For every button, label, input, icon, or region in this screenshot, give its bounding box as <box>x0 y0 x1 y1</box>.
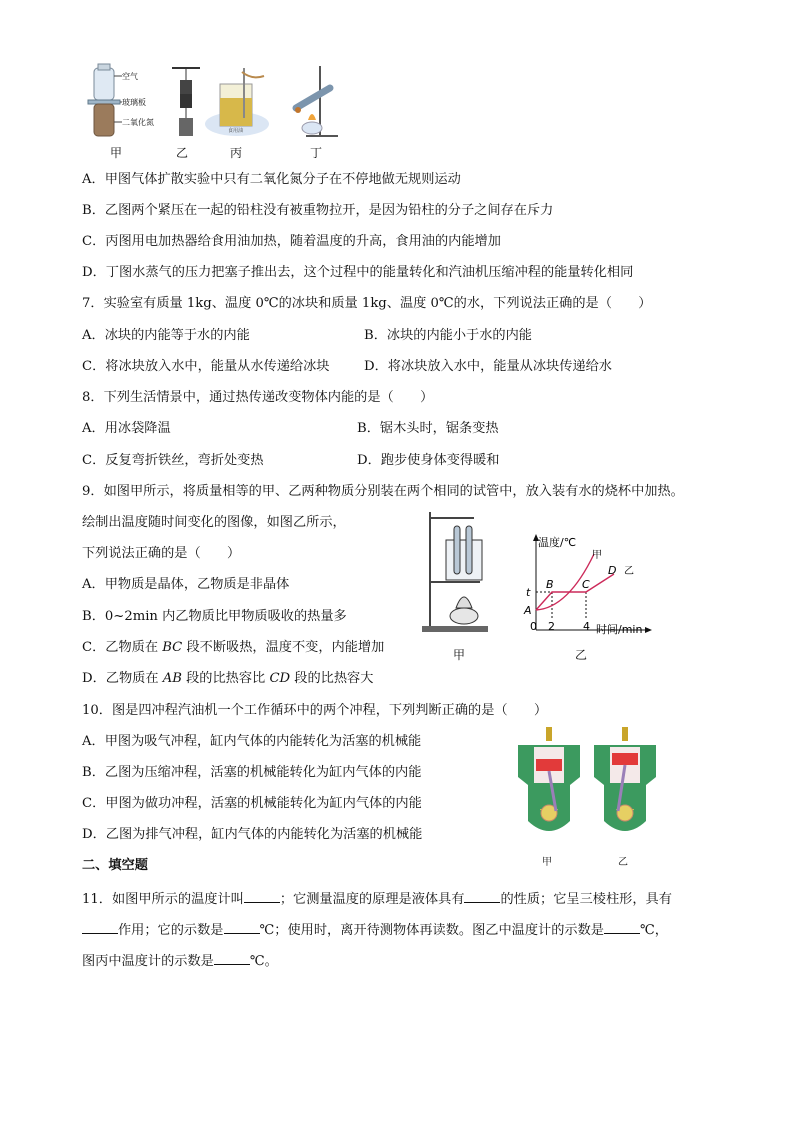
q6-option-d: D．丁图水蒸气的压力把塞子推出去，这个过程中的能量转化和汽油机压缩冲程的能量转化相同 <box>82 265 634 280</box>
q11-text-1: 11．如图甲所示的温度计叫 <box>82 892 244 907</box>
q6-figures <box>82 62 382 162</box>
graph-point-d: D <box>608 564 617 577</box>
q11-blank-1[interactable] <box>244 889 280 903</box>
q11-line-1 <box>82 889 672 909</box>
q8-option-a: A．用冰袋降温 <box>82 421 171 436</box>
graph-point-b: B <box>546 578 554 591</box>
beaker-heater-figure <box>202 62 272 142</box>
q9-d-segment-ab: AB <box>162 671 182 686</box>
q10-caption-jia: 甲 <box>542 857 552 868</box>
q9-c-pre: C．乙物质在 <box>82 640 163 655</box>
graph-tick-4: 4 <box>583 620 590 633</box>
q9-option-b: B．0~2min 内乙物质比甲物质吸收的热量多 <box>82 609 347 624</box>
q9-apparatus-figure <box>418 508 498 638</box>
graph-t-label: t <box>526 586 531 599</box>
q11-blank-6[interactable] <box>214 951 250 965</box>
graph-series-jia: 甲 <box>592 550 602 561</box>
engine-jia <box>518 727 580 831</box>
q10-caption-yi: 乙 <box>618 857 628 868</box>
graph-tick-2: 2 <box>548 620 555 633</box>
q8-option-b: B．锯木头时，锯条变热 <box>357 421 499 436</box>
q6-option-b: B．乙图两个紧压在一起的铅柱没有被重物拉开，是因为铅柱的分子之间存在斥力 <box>82 203 554 218</box>
q9-caption-yi: 乙 <box>575 648 588 662</box>
q9-d-post: 段的比热容大 <box>290 671 374 686</box>
q11-text-8: ℃。 <box>249 954 278 969</box>
q9-temperature-graph <box>516 530 686 640</box>
q9-option-d <box>82 670 373 688</box>
test-tube-lamp-figure <box>282 62 362 142</box>
q11-text-5: ℃；使用时，离开待测物体再读数。图乙中温度计的示数是 <box>259 923 604 938</box>
q11-blank-2[interactable] <box>464 889 500 903</box>
q9-d-segment-cd: CD <box>269 671 291 686</box>
fig6-caption-ding: 丁 <box>310 146 323 160</box>
q10-option-c: C．甲图为做功冲程，活塞的机械能转化为缸内气体的内能 <box>82 796 422 811</box>
label-no2: 二氧化氮 <box>122 118 154 127</box>
q10-option-b: B．乙图为压缩冲程，活塞的机械能转化为缸内气体的内能 <box>82 765 422 780</box>
q9-d-mid: 段的比热容比 <box>181 671 270 686</box>
q8-option-c: C．反复弯折铁丝，弯折处变热 <box>82 453 264 468</box>
q9-d-pre: D．乙物质在 <box>82 671 163 686</box>
q10-stem: 10．图是四冲程汽油机一个工作循环中的两个冲程，下列判断正确的是（ ） <box>82 703 548 718</box>
q11-line-3 <box>82 951 278 971</box>
q11-text-2: ；它测量温度的原理是液体具有 <box>279 892 465 907</box>
q8-option-d: D．跑步使身体变得暖和 <box>357 453 500 468</box>
fig6-caption-yi: 乙 <box>176 146 189 160</box>
graph-ylabel: 温度/℃ <box>538 536 577 549</box>
q6-option-c: C．丙图用电加热器给食用油加热，随着温度的升高，食用油的内能增加 <box>82 234 501 249</box>
q9-option-c <box>82 639 384 657</box>
q7-option-d: D．将冰块放入水中，能量从冰块传递给水 <box>364 359 612 374</box>
label-glass-plate: 玻璃板 <box>122 98 146 107</box>
q9-caption-jia: 甲 <box>453 648 466 662</box>
q11-text-4: 作用；它的示数是 <box>118 923 224 938</box>
q7-option-c: C．将冰块放入水中，能量从水传递给冰块 <box>82 359 330 374</box>
graph-xlabel: 时间/min <box>596 623 643 636</box>
q10-engine-figures <box>512 725 672 845</box>
fig6-caption-jia: 甲 <box>110 146 123 160</box>
q9-stem-1: 9．如图甲所示，将质量相等的甲、乙两种物质分别装在两个相同的试管中，放入装有水的烧杯中加热。 <box>82 484 684 499</box>
q11-text-6: ℃， <box>639 923 668 938</box>
q11-text-7: 图丙中温度计的示数是 <box>82 954 214 969</box>
q11-line-2 <box>82 920 668 940</box>
oil-label: 食用油 <box>228 128 244 134</box>
q11-blank-3[interactable] <box>82 920 118 934</box>
graph-tick-0: 0 <box>530 620 537 633</box>
label-air: 空气 <box>122 72 138 81</box>
engine-yi <box>594 727 656 831</box>
graph-series-yi: 乙 <box>624 566 634 577</box>
q10-option-a: A．甲图为吸气冲程，缸内气体的内能转化为活塞的机械能 <box>82 734 422 749</box>
q9-c-post: 段不断吸热，温度不变，内能增加 <box>182 640 385 655</box>
q7-option-a: A．冰块的内能等于水的内能 <box>82 328 250 343</box>
q6-option-a: A．甲图气体扩散实验中只有二氧化氮分子在不停地做无规则运动 <box>82 172 461 187</box>
q11-blank-4[interactable] <box>224 920 260 934</box>
q7-stem: 7．实验室有质量 1kg、温度 0℃的冰块和质量 1kg、温度 0℃的水，下列说法正确的是（ ） <box>82 296 652 311</box>
graph-point-a: A <box>524 604 532 617</box>
q11-blank-5[interactable] <box>604 920 640 934</box>
fig6-caption-bing: 丙 <box>230 146 243 160</box>
q7-option-b: B．冰块的内能小于水的内能 <box>364 328 532 343</box>
q9-stem-2: 绘制出温度随时间变化的图像，如图乙所示， <box>82 515 346 530</box>
q9-c-segment: BC <box>162 640 183 655</box>
q9-stem-3: 下列说法正确的是（ ） <box>82 546 241 561</box>
q10-option-d: D．乙图为排气冲程，缸内气体的内能转化为活塞的机械能 <box>82 827 423 842</box>
q9-option-a: A．甲物质是晶体，乙物质是非晶体 <box>82 577 290 592</box>
q11-text-3: 的性质；它呈三棱柱形，具有 <box>500 892 672 907</box>
section-fill-in: 二、填空题 <box>82 858 148 873</box>
graph-point-c: C <box>582 578 590 591</box>
q8-stem: 8．下列生活情景中，通过热传递改变物体内能的是（ ） <box>82 390 434 405</box>
